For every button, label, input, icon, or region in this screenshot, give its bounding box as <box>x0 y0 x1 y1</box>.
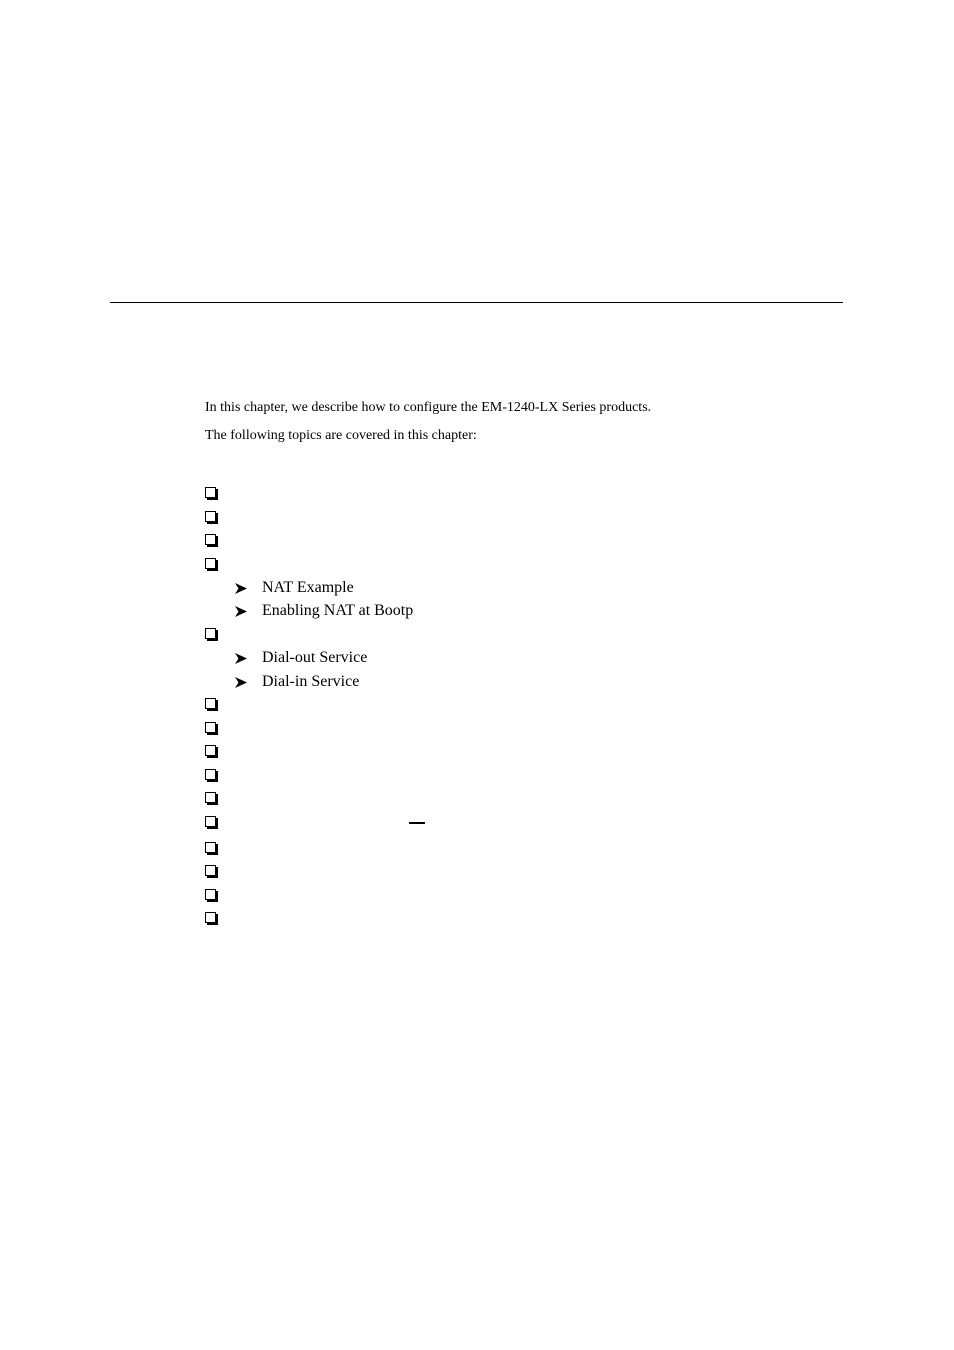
em-dash-mark <box>409 822 425 824</box>
checkbox-icon <box>205 628 216 639</box>
arrowhead-icon <box>235 653 247 664</box>
topics-lead-text: The following topics are covered in this chapter: <box>205 428 477 443</box>
checkbox-icon <box>205 722 216 733</box>
checkbox-icon <box>205 511 216 522</box>
intro-text: In this chapter, we describe how to configure the EM-1240-LX Series products. <box>205 400 652 415</box>
arrowhead-icon <box>235 606 247 617</box>
checkbox-icon <box>205 792 216 803</box>
checkbox-icon <box>205 698 216 709</box>
chapter-divider <box>110 302 843 303</box>
sub-item-label: Dial-out Service <box>262 649 368 666</box>
checkbox-icon <box>205 769 216 780</box>
checkbox-icon <box>205 889 216 900</box>
checkbox-icon <box>205 534 216 545</box>
arrowhead-icon <box>235 583 247 594</box>
sub-item-label: Dial-in Service <box>262 673 360 690</box>
checkbox-icon <box>205 745 216 756</box>
checkbox-icon <box>205 487 216 498</box>
checkbox-icon <box>205 842 216 853</box>
sub-item-label: NAT Example <box>262 579 354 596</box>
checkbox-icon <box>205 816 216 827</box>
checkbox-icon <box>205 865 216 876</box>
checkbox-icon <box>205 912 216 923</box>
sub-item-label: Enabling NAT at Bootp <box>262 602 414 619</box>
checkbox-icon <box>205 558 216 569</box>
arrowhead-icon <box>235 677 247 688</box>
